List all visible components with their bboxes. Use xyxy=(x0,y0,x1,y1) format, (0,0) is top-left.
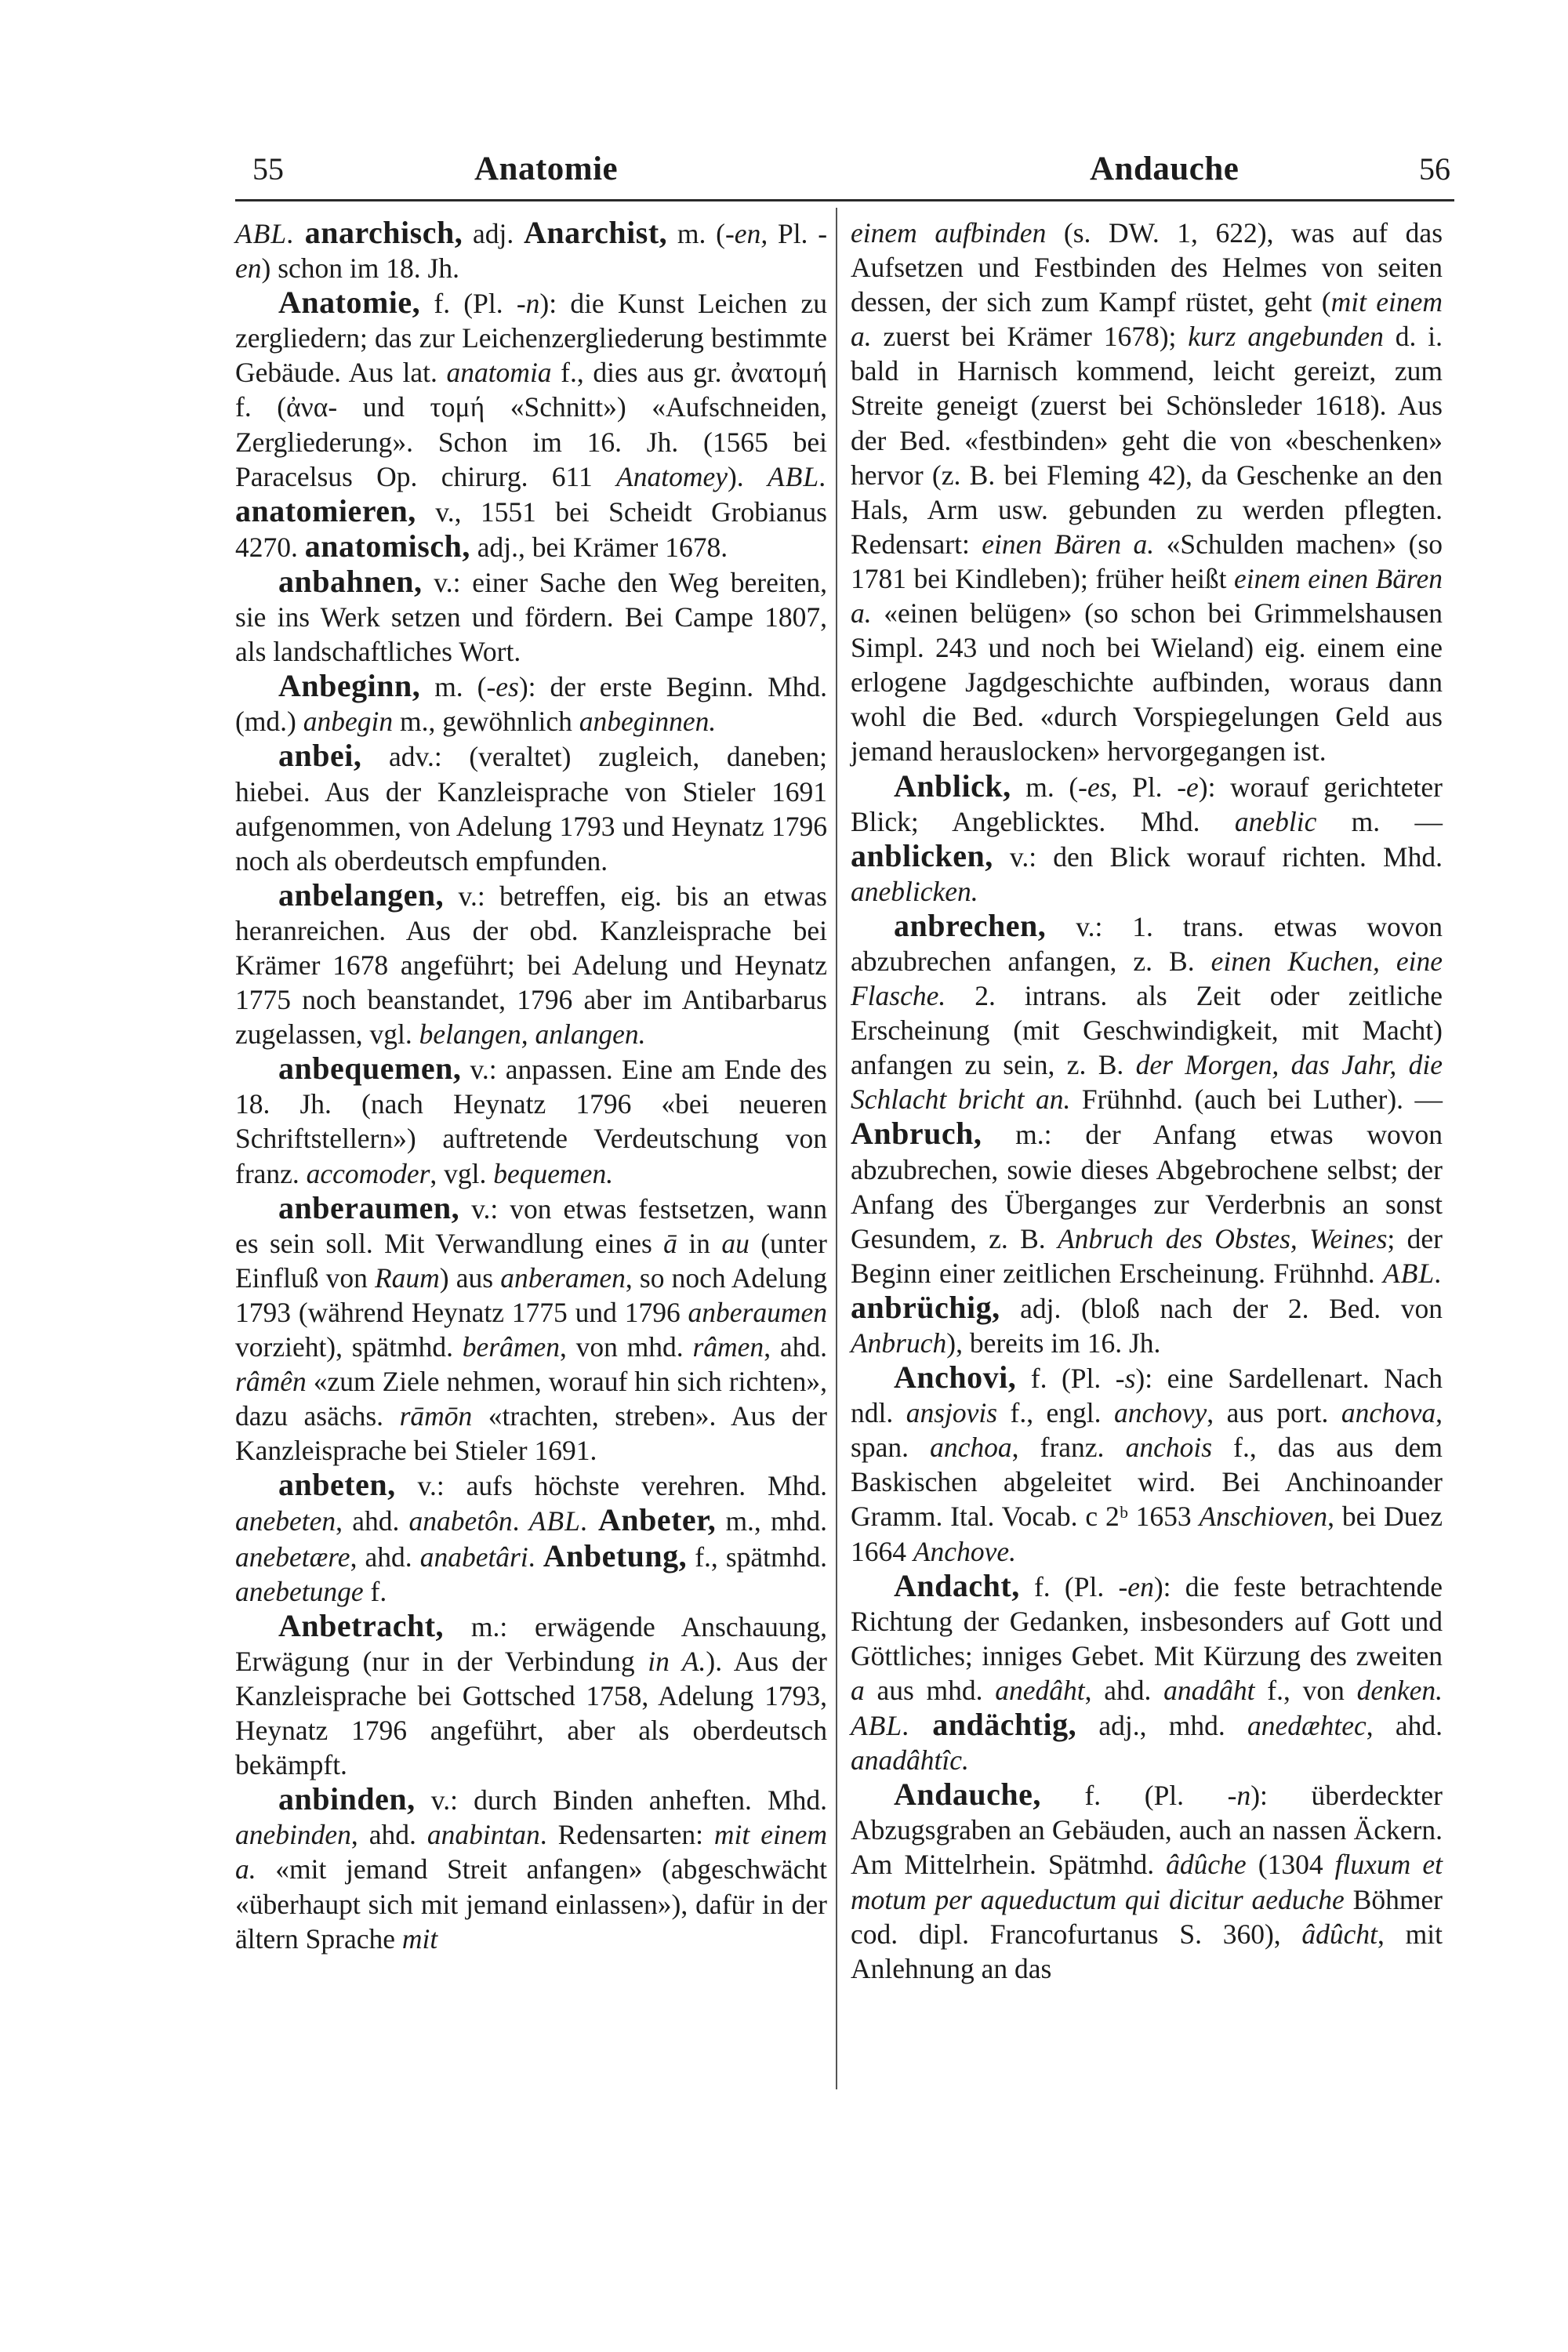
entry-text xyxy=(295,218,305,249)
italic-text: aneblicken. xyxy=(851,875,978,907)
headword: anbahnen, xyxy=(278,563,423,599)
dictionary-entry xyxy=(851,1777,1443,1986)
italic-text: ā xyxy=(663,1227,677,1259)
dictionary-entry xyxy=(235,564,827,669)
dictionary-entry xyxy=(851,909,1443,1360)
headword: Anbetung, xyxy=(543,1537,688,1573)
italic-text: anebetære xyxy=(235,1541,350,1573)
entry-text: Böhmer cod. dipl. Francofurtanus S. 360), xyxy=(851,1883,1443,1950)
italic-text: râmên xyxy=(235,1366,307,1398)
dictionary-entry xyxy=(235,669,827,739)
entry-text: v.: betreffen, eig. bis an etwas heranreichen. Aus der obd. Kanzleisprache bei Krämer 1678 angeführt; bei Adelung und Heynatz 1775 noch beanstandet, 1796 aber im Antibarbarus zugelassen, vgl. xyxy=(235,880,827,1051)
headword: anbequemen, xyxy=(278,1051,462,1087)
entry-text: f., dies aus gr. ἀνατομή f. (ἀνα- und τομή «Schnitt») «Aufschneiden, Zergliederung». Schon im 16. Jh. (1565 bei Paracelsus Op. chirurg. 611 xyxy=(235,357,827,492)
entry-text: (unter Einfluß von xyxy=(235,1227,827,1294)
entry-text: ): eine Sardellenart. Nach ndl. xyxy=(851,1363,1443,1429)
italic-text: anchois xyxy=(1125,1432,1213,1464)
italic-text: Anbruch xyxy=(851,1327,947,1359)
running-head-right: Andauche xyxy=(1090,151,1240,187)
page-number-left: 55 xyxy=(252,151,284,187)
entry-text xyxy=(910,1710,932,1741)
dictionary-entry xyxy=(235,285,827,564)
italic-text: Anschioven xyxy=(1199,1501,1328,1533)
headword: anatomieren, xyxy=(235,492,416,528)
entry-text: v.: 1. trans. etwas wovon abzubrechen anfangen, z. B. xyxy=(851,910,1443,977)
headword: Anarchist, xyxy=(523,215,668,250)
entry-text: f., von xyxy=(1254,1674,1357,1706)
entry-text: , so noch Adelung 1793 (während Heynatz 1775 und 1796 xyxy=(235,1261,827,1328)
italic-text: a xyxy=(851,1674,865,1706)
entry-text: 2. intrans. als Zeit oder zeitliche Erscheinung (mit Geschwindigkeit, mit Macht) anfangen zu sein, z. B. xyxy=(851,980,1443,1081)
entry-text: v.: anpassen. Eine am Ende des 18. Jh. (nach Heynatz 1796 «bei neueren Schriftstellern») auftretende Verdeutschung von franz. xyxy=(235,1054,827,1189)
entry-text: d. i. bald in Harnisch kommend, leicht gereizt, zum Streite geneigt (zuerst bei Schönsleder 1618). Aus der Bed. «festbinden» geht die von «beschenken» hervor (z. B. bei Fleming 42), da Geschenke an den Hals, Arm usw. gebunden zu werden pflegten. Redensart: xyxy=(851,321,1443,560)
dictionary-entry xyxy=(235,878,827,1051)
italic-text: fluxum et motum per aqueductum qui dicitur aeduche xyxy=(851,1849,1443,1915)
italic-text: -es, xyxy=(1078,771,1118,803)
entry-text: f. xyxy=(363,1575,387,1607)
dictionary-entry xyxy=(851,1569,1443,1778)
entry-text: m.: der Anfang etwas wovon abzubrechen, sowie dieses Abgebrochene selbst; der Anfang des Überganges zur Verderbnis an sonst Gesundem, z. B. xyxy=(851,1119,1443,1254)
italic-text: mit einem a. xyxy=(235,1819,827,1886)
entry-text: zuerst bei Krämer 1678); xyxy=(871,321,1189,353)
headword: Anbeginn, xyxy=(278,668,421,704)
entry-text: , vgl. xyxy=(430,1157,494,1189)
italic-text: accomoder xyxy=(306,1157,430,1189)
italic-text: rāmōn xyxy=(399,1400,473,1432)
italic-text: Anchove. xyxy=(913,1535,1016,1567)
entry-text: , ahd. xyxy=(336,1505,409,1537)
entry-text: . xyxy=(528,1541,543,1573)
header-rule xyxy=(235,199,1454,201)
italic-text: belangen, anlangen. xyxy=(419,1018,646,1051)
italic-text: berâmen xyxy=(462,1331,560,1363)
headword: andächtig, xyxy=(932,1707,1077,1743)
entry-text: , span. xyxy=(851,1397,1443,1464)
italic-text: anebinden xyxy=(235,1819,351,1851)
entry-text: Pl. xyxy=(768,218,818,249)
entry-text: , von mhd. xyxy=(559,1331,693,1363)
italic-text: anbegin xyxy=(303,706,394,738)
italic-text: einen Kuchen, eine Flasche. xyxy=(851,945,1443,1012)
italic-text: anatomia xyxy=(446,357,552,389)
entry-text: adj. xyxy=(463,218,524,249)
abbreviation: ABL. xyxy=(1383,1257,1443,1289)
italic-text: anchovy xyxy=(1113,1397,1207,1429)
italic-text: einen Bären a. xyxy=(982,528,1155,560)
entry-text: ): worauf gerichteter Blick; Angeblicktes. Mhd. xyxy=(851,771,1443,837)
italic-text: anebetunge xyxy=(235,1575,364,1607)
headword: anblicken, xyxy=(851,837,993,873)
entry-text: f. (Pl. xyxy=(1040,1780,1228,1812)
abbreviation: ABL. xyxy=(528,1505,589,1537)
headword: Andacht, xyxy=(894,1567,1020,1603)
entry-text: (s. DW. 1, 622), was auf das Aufsetzen und Festbinden des Helmes von seiten dessen, der sich zum Kampf rüstet, geht ( xyxy=(851,217,1443,318)
entry-continuation xyxy=(235,216,827,285)
dictionary-entry xyxy=(235,1782,827,1955)
entry-text: v.: von etwas festsetzen, wann es sein soll. Mit Verwandlung eines xyxy=(235,1192,827,1259)
italic-text: anabintan xyxy=(426,1819,540,1851)
italic-text: anadâhtîc. xyxy=(851,1744,969,1777)
dictionary-entry xyxy=(851,769,1443,909)
entry-text: v., 1551 bei Scheidt Grobianus 4270. xyxy=(235,495,827,563)
entry-text: , ahd. xyxy=(764,1331,827,1363)
entry-text: ). Aus der Kanzleisprache bei Gottsched 1758, Adelung 1793, Heynatz 1796 angeführt, aber als oberdeutsch bekämpft. xyxy=(235,1645,827,1781)
italic-text: anbeginnen. xyxy=(579,706,717,738)
italic-text: der Morgen, das Jahr, die Schlacht bricht an. xyxy=(851,1049,1443,1116)
dictionary-entry xyxy=(235,1051,827,1190)
headword: Anbruch, xyxy=(851,1116,982,1152)
entry-text: , ahd. xyxy=(350,1541,420,1573)
italic-text: -n xyxy=(516,288,540,320)
italic-text: aneblic xyxy=(1234,805,1317,837)
headword: Anatomie, xyxy=(278,285,421,321)
entry-text: f., spätmhd. xyxy=(687,1541,827,1573)
entry-text: «zum Ziele nehmen, worauf hin sich richten», dazu asächs. xyxy=(235,1366,827,1432)
italic-text: ansjovis xyxy=(906,1397,998,1429)
column-divider xyxy=(836,208,837,2089)
entry-text: ): der erste Beginn. Mhd. (md.) xyxy=(235,671,828,738)
entry-text: aus mhd. xyxy=(864,1674,996,1706)
italic-text: âdûcht xyxy=(1301,1918,1378,1950)
entry-text: ). xyxy=(727,460,768,492)
italic-text: anabetâri xyxy=(419,1541,528,1573)
abbreviation: ABL. xyxy=(235,218,295,249)
running-head-left: Anatomie xyxy=(474,151,619,187)
entry-text: , ahd. xyxy=(1366,1710,1443,1742)
entry-text: «mit jemand Streit anfangen» (abgeschwächt «überhaupt sich mit jemand einlassen»), dafür in der ältern Sprache xyxy=(235,1853,827,1955)
entry-text: ): die feste betrachtende Richtung der Gedanken, insbesonders auf Gott und Göttliches; inniges Gebet. Mit Kürzung des zweiten xyxy=(851,1570,1443,1671)
italic-text: kurz angebunden xyxy=(1188,321,1384,353)
entry-text: , mit Anlehnung an das xyxy=(851,1918,1443,1984)
entry-text: ) schon im 18. Jh. xyxy=(261,252,459,285)
entry-text: adj., mhd. xyxy=(1076,1710,1247,1742)
headword: anbrüchig, xyxy=(851,1289,1000,1325)
italic-text: mit xyxy=(401,1922,438,1955)
entry-text: , franz. xyxy=(1011,1432,1126,1464)
dictionary-entry xyxy=(235,1191,827,1468)
dictionary-entry xyxy=(851,1360,1443,1569)
dictionary-entry xyxy=(235,1468,827,1608)
entry-text: ), bereits im 16. Jh. xyxy=(946,1327,1161,1359)
italic-text: anberaumen xyxy=(688,1296,827,1328)
entry-text: , ahd. xyxy=(1084,1674,1164,1706)
entry-text: f. (Pl. xyxy=(420,288,517,320)
entry-text: m. — xyxy=(1316,805,1443,837)
entry-text: , ahd. xyxy=(350,1819,427,1851)
italic-text: -es xyxy=(486,671,519,703)
entry-text: adj. (bloß nach der 2. Bed. von xyxy=(1000,1292,1443,1324)
right-column xyxy=(851,216,1443,1986)
headword: anbeten, xyxy=(278,1467,396,1503)
italic-text: -e xyxy=(1177,771,1199,803)
entry-text: adj., bei Krämer 1678. xyxy=(470,531,728,563)
italic-text: -n xyxy=(1227,1780,1251,1812)
headword: anarchisch, xyxy=(304,215,463,250)
entry-text: , aus port. xyxy=(1207,1397,1341,1429)
italic-text: mit einem a. xyxy=(851,286,1443,353)
entry-text: «einen belügen» (so schon bei Grimmelshausen Simpl. 243 und noch bei Wieland) eig. einem eine erlogene Jagdgeschichte aufbinden, woraus dann wohl die Bed. «durch Vorspiegelungen Geld aus jemand herauslocken» hervorgegangen ist. xyxy=(851,597,1443,768)
italic-text: in A. xyxy=(648,1645,706,1677)
entry-text: , bei Duez 1664 xyxy=(851,1501,1443,1567)
italic-text: denken. xyxy=(1356,1674,1443,1706)
italic-text: -s xyxy=(1115,1363,1136,1395)
entry-continuation xyxy=(851,216,1443,769)
entry-text: m.: erwägende Anschauung, Erwägung (nur in der Verbindung xyxy=(235,1610,827,1677)
entry-text: f., das aus dem Baskischen abgeleitet wird. Bei Anchinoander Gramm. Ital. Vocab. c 2ᵇ 1653 xyxy=(851,1432,1443,1533)
entry-text: m. ( xyxy=(420,671,487,703)
headword: Anchovi, xyxy=(894,1359,1017,1396)
entry-text: Pl. xyxy=(1117,771,1178,803)
headword: anbelangen, xyxy=(278,877,445,913)
entry-text: ): überdeckter Abzugsgraben an Gebäuden, auch an nassen Äckern. Am Mittelrhein. Spätmhd. xyxy=(851,1780,1443,1881)
italic-text: Anatomey xyxy=(616,460,728,492)
entry-text: «trachten, streben». Aus der Kanzleisprache bei Stieler 1691. xyxy=(235,1400,827,1467)
abbreviation: ABL. xyxy=(851,1710,910,1742)
entry-text: ): die Kunst Leichen zu zergliedern; das zur Leichenzergliederung bestimmte Gebäude. Aus lat. xyxy=(235,288,828,389)
entry-text: . Redensarten: xyxy=(539,1819,714,1851)
headword: Anblick, xyxy=(894,768,1011,804)
entry-text: (1304 xyxy=(1246,1849,1335,1881)
italic-text: anberamen xyxy=(500,1261,626,1294)
headword: anberaumen, xyxy=(278,1189,460,1225)
italic-text: râmen xyxy=(692,1331,764,1363)
italic-text: âdûche xyxy=(1166,1849,1247,1881)
italic-text: anebeten xyxy=(235,1505,336,1537)
headword: Anbeter, xyxy=(597,1502,717,1538)
italic-text: einem einen Bären a. xyxy=(851,562,1443,630)
italic-text: anedæhtec xyxy=(1247,1710,1367,1742)
entry-text: f., engl. xyxy=(997,1397,1114,1429)
italic-text: bequemen. xyxy=(493,1157,614,1189)
headword: anbinden, xyxy=(278,1781,416,1817)
headword: anbrechen, xyxy=(894,907,1047,943)
entry-text: Frühnhd. (auch bei Luther). — xyxy=(1070,1083,1443,1116)
entry-text: m., mhd. xyxy=(716,1505,827,1537)
entry-text: ) aus xyxy=(439,1261,501,1294)
italic-text: -en xyxy=(1118,1570,1154,1602)
italic-text: anadâht xyxy=(1163,1674,1255,1706)
entry-text: f. (Pl. xyxy=(1019,1570,1119,1602)
dictionary-entry xyxy=(235,1609,827,1782)
entry-text: m., gewöhnlich xyxy=(393,706,579,738)
italic-text: Anbruch des Obstes, Weines xyxy=(1057,1222,1388,1254)
italic-text: -en xyxy=(235,218,828,285)
headword: Andauche, xyxy=(894,1777,1041,1813)
headword: anatomisch, xyxy=(304,528,470,564)
entry-text: f. (Pl. xyxy=(1016,1363,1116,1395)
italic-text: anchova xyxy=(1341,1397,1436,1429)
entry-text: vorzieht), spätmhd. xyxy=(235,1331,463,1363)
italic-text: anedâht xyxy=(995,1674,1085,1706)
entry-text: v.: einer Sache den Weg bereiten, sie ins Werk setzen und fördern. Bei Campe 1807, als landschaftliches Wort. xyxy=(235,566,827,668)
headword: Anbetracht, xyxy=(278,1607,445,1643)
italic-text: Raum xyxy=(374,1261,440,1294)
entry-text: . xyxy=(512,1505,529,1537)
italic-text: anchoa xyxy=(930,1432,1012,1464)
entry-text: adv.: (veraltet) zugleich, daneben; hiebei. Aus der Kanzleisprache von Stieler 1691 aufgenommen, von Adelung 1793 und Heynatz 1796 noch als oberdeutsch empfunden. xyxy=(235,741,827,877)
italic-text: au xyxy=(721,1227,750,1259)
entry-text: m. ( xyxy=(1011,771,1079,803)
italic-text: einem aufbinden xyxy=(851,217,1047,249)
headword: anbei, xyxy=(278,738,362,774)
entry-text: in xyxy=(677,1227,722,1259)
entry-text: ; der Beginn einer zeitlichen Erscheinung. Frühnhd. xyxy=(851,1222,1443,1289)
page-number-right: 56 xyxy=(1419,151,1450,187)
entry-text: v.: den Blick worauf richten. Mhd. xyxy=(993,840,1443,873)
abbreviation: ABL. xyxy=(768,460,827,492)
entry-text: v.: aufs höchste verehren. Mhd. xyxy=(395,1470,827,1502)
entry-text: «Schulden machen» (so 1781 bei Kindleben); früher heißt xyxy=(851,528,1443,594)
italic-text: anabetôn xyxy=(408,1505,513,1537)
entry-text xyxy=(589,1505,598,1537)
entry-text: v.: durch Binden anheften. Mhd. xyxy=(415,1784,827,1817)
entry-text: m. ( xyxy=(667,218,725,249)
dictionary-entry xyxy=(235,739,827,877)
italic-text: -en, xyxy=(724,218,768,249)
left-column xyxy=(235,216,827,1956)
